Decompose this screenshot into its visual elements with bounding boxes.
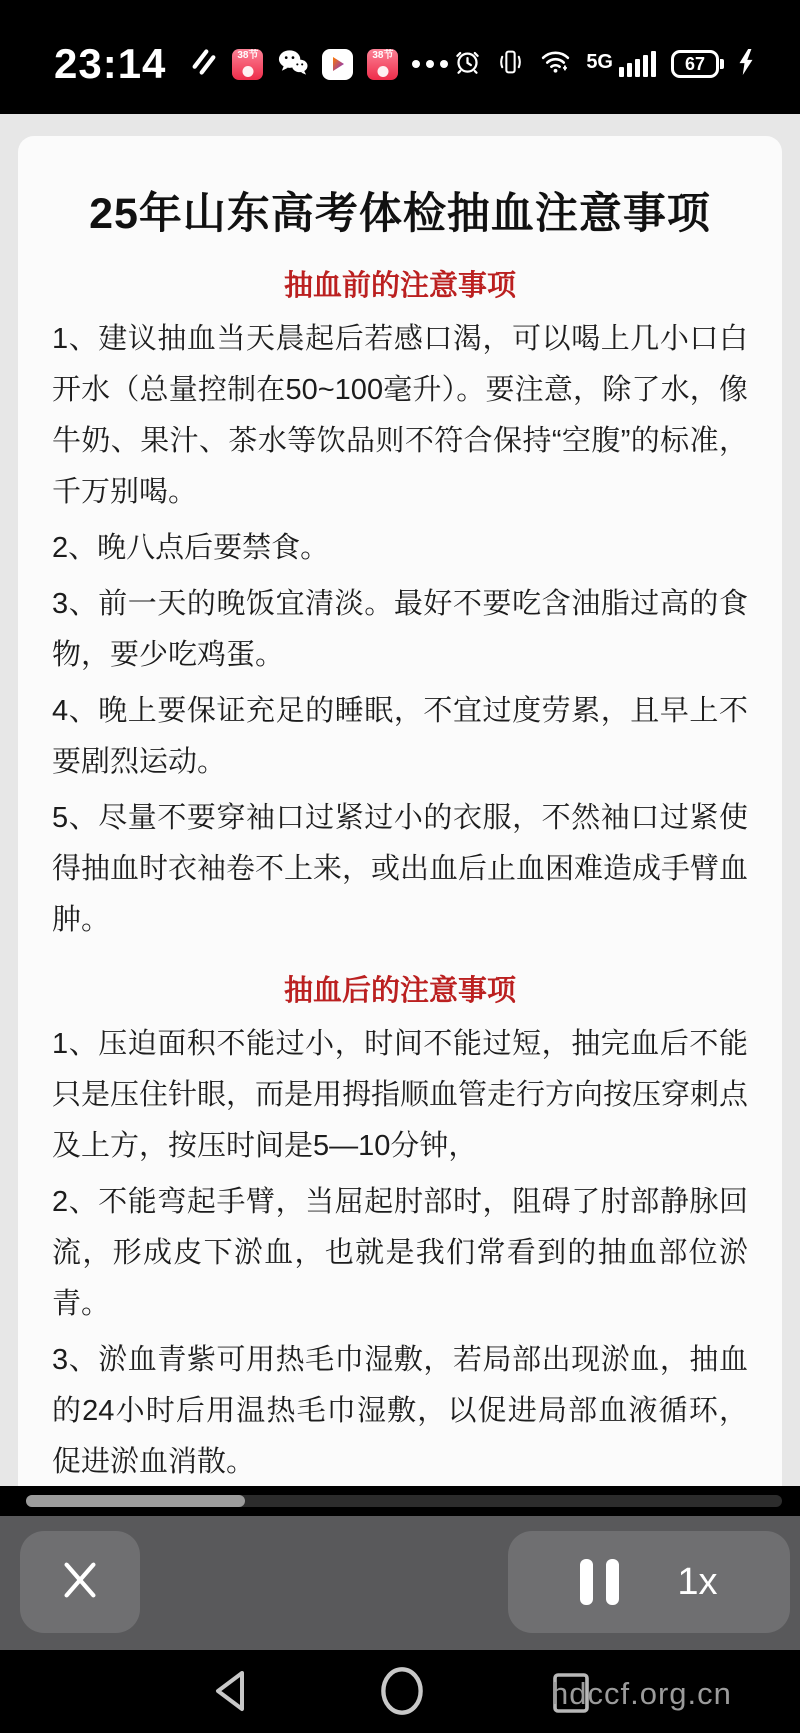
before-item-5: 5、尽量不要穿袖口过紧过小的衣服，不然袖口过紧使得抽血时衣袖卷不上来，或出血后止血困难造成手臂血肿。: [52, 802, 749, 936]
status-bar-right: [454, 48, 754, 80]
alarm-icon: [454, 48, 481, 80]
vibrate-icon: [496, 49, 525, 80]
promo-mascot-blob: [242, 66, 253, 77]
promo-mascot-blob-2: [377, 66, 388, 77]
android-nav-bar: [0, 1650, 800, 1733]
progress-bar[interactable]: [26, 1495, 782, 1507]
after-item-1: 1、压迫面积不能过小，时间不能过短，抽完血后不能只是压住针眼，而是用拇指顺血管走行方向按压穿刺点及上方，按压时间是5—10分钟，: [52, 1028, 749, 1162]
network-type-label: 5G: [586, 51, 613, 73]
signal-bars-icon: [619, 51, 656, 77]
section-heading-after-draw: 抽血后的注意事项: [283, 975, 516, 1007]
nav-back-button[interactable]: [208, 1667, 256, 1720]
status-bar: [0, 0, 800, 114]
article-title: 25年山东高考体检抽血注意事项: [89, 190, 711, 238]
status-bar-left: [54, 40, 448, 88]
section-heading-before-draw: 抽血前的注意事项: [283, 270, 516, 302]
wifi-icon: [540, 49, 571, 80]
more-notifications-icon: [412, 60, 448, 68]
before-item-2: 2、晚八点后要禁食。: [52, 532, 330, 564]
charging-bolt-icon: [738, 49, 754, 80]
page-background: [0, 114, 800, 1486]
video-app-icon: [322, 49, 353, 80]
promo-38-app-icon-2: [367, 49, 398, 80]
article-card: [18, 136, 782, 1486]
playback-control-button[interactable]: [508, 1531, 790, 1633]
progress-fill: [26, 1495, 245, 1507]
playback-speed-label[interactable]: 1x: [677, 1560, 718, 1603]
pause-icon[interactable]: [580, 1559, 619, 1605]
watermark-text: hdccf.org.cn: [551, 1676, 732, 1711]
before-item-4: 4、晚上要保证充足的睡眠，不宜过度劳累，且早上不要剧烈运动。: [52, 695, 748, 778]
after-item-3: 3、淤血青紫可用热毛巾湿敷，若局部出现淤血，抽血的24小时后用温热毛巾湿敷，以促进局部血液循环，促进淤血消散。: [52, 1344, 748, 1478]
after-item-2: 2、不能弯起手臂，当屈起肘部时，阻碍了肘部静脉回流，形成皮下淤血，也就是我们常看到的抽血部位淤青。: [52, 1186, 748, 1320]
promo-badge-text: 38节: [237, 49, 259, 61]
close-button[interactable]: [20, 1531, 140, 1633]
promo-badge-text-2: 38节: [372, 49, 394, 61]
diagonal-stripes-icon: [190, 48, 218, 81]
before-item-3: 3、前一天的晚饭宜清淡。最好不要吃含油脂过高的食物，要少吃鸡蛋。: [52, 588, 748, 671]
player-control-bar: [0, 1516, 800, 1650]
nav-home-button[interactable]: [376, 1665, 428, 1722]
before-item-1: 1、建议抽血当天晨起后若感口渴，可以喝上几小口白开水（总量控制在50~100毫升）。要注意，除了水，像牛奶、果汁、茶水等饮品则不符合保持“空腹”的标准，千万别喝。: [52, 323, 748, 508]
battery-percent-text: 67: [684, 53, 706, 74]
wechat-icon: [277, 48, 308, 81]
signal-5g-icon: [586, 51, 656, 77]
player-progress-band: [0, 1486, 800, 1516]
clock-text: 23:14: [54, 40, 167, 87]
promo-38-app-icon: [232, 49, 263, 80]
battery-nub: [720, 59, 724, 69]
close-x-icon: [57, 1557, 103, 1608]
battery-indicator: [671, 50, 719, 78]
